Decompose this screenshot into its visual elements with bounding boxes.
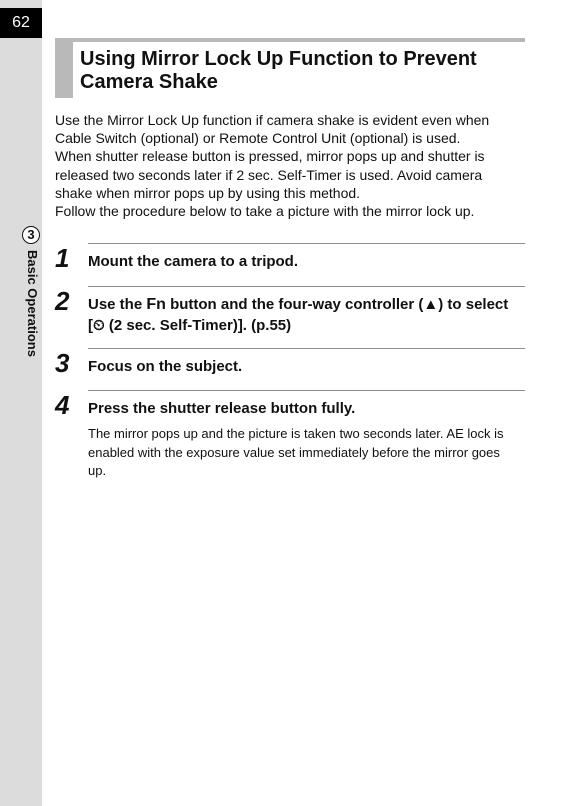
intro-line: released two seconds later if 2 sec. Self-Timer is used. Avoid camera	[55, 166, 483, 183]
intro-line: Follow the procedure below to take a picture with the mirror lock up.	[55, 203, 475, 220]
title-accent-rule	[73, 38, 525, 42]
step-instruction: Press the shutter release button fully.	[88, 400, 356, 417]
fn-button-label: Fn	[146, 296, 166, 313]
step-number: 2	[55, 286, 70, 316]
step-divider	[88, 390, 525, 391]
step-instruction: Mount the camera to a tripod.	[88, 253, 299, 270]
step-instruction: Use the Fn button and the four-way controller (▲) to select [⏲ (2 sec. Self-Timer)]. (p.55)	[88, 296, 509, 334]
page-number: 62	[0, 8, 42, 38]
chapter-number-badge: 3	[22, 226, 40, 244]
step-number: 4	[55, 390, 70, 420]
step-divider	[88, 243, 525, 244]
step-number: 3	[55, 348, 70, 378]
side-band	[0, 0, 42, 806]
section-header	[55, 38, 525, 98]
intro-line: When shutter release button is pressed, mirror pops up and shutter is	[55, 148, 485, 165]
step-divider	[88, 286, 525, 287]
intro-paragraph	[55, 111, 525, 220]
intro-line: Use the Mirror Lock Up function if camera shake is evident even when	[55, 112, 490, 128]
chapter-title: Basic Operations	[25, 250, 40, 357]
section-title: Using Mirror Lock Up Function to Prevent Camera Shake	[80, 48, 477, 93]
step-number: 1	[55, 243, 70, 273]
intro-line: Cable Switch (optional) or Remote Control Unit (optional) is used.	[55, 130, 461, 147]
step-4	[55, 390, 525, 490]
self-timer-icon: ⏲	[93, 317, 105, 334]
note-line: enabled with the exposure value set immediately before the mirror goes	[88, 444, 500, 460]
title-accent-bar	[55, 38, 73, 98]
note-line: up.	[88, 463, 107, 478]
step-instruction: Focus on the subject.	[88, 358, 243, 375]
step-note	[88, 425, 525, 481]
step-divider	[88, 348, 525, 349]
intro-line: shake when mirror pops up by using this method.	[55, 184, 361, 201]
note-line: The mirror pops up and the picture is taken two seconds later. AE lock is	[88, 426, 504, 441]
